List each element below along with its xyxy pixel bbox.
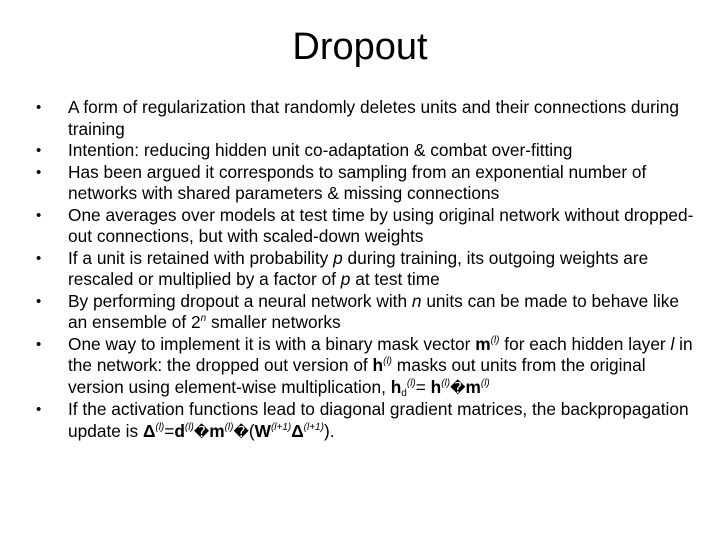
open-paren: ( xyxy=(248,420,255,441)
math-m: m xyxy=(475,333,491,354)
bullet-item xyxy=(36,248,696,291)
math-delta: Δ xyxy=(142,420,156,441)
bullet-item xyxy=(36,162,696,205)
bullet-item xyxy=(36,399,696,443)
bullet-text-part: One way to implement it is with a binary mask vector xyxy=(68,333,476,354)
superscript-l: (l) xyxy=(383,356,392,367)
superscript-l: (l) xyxy=(441,377,451,389)
math-m: m xyxy=(465,376,481,397)
bullet-text-part: If a unit is retained with probability xyxy=(68,247,334,268)
superscript-l: (l) xyxy=(480,377,490,389)
missing-glyph-icon: � xyxy=(233,422,249,441)
bullet-text: Has been argued it corresponds to sampling from an exponential number of networks with shared parameters & missing connections xyxy=(68,161,647,203)
superscript-l: (l) xyxy=(224,421,234,433)
math-m: m xyxy=(209,420,225,441)
bullet-item xyxy=(36,205,696,248)
bullet-text-part: By performing dropout a neural network with xyxy=(68,290,412,311)
equals-sign: = xyxy=(164,420,175,441)
math-d: d xyxy=(174,420,185,441)
bullet-text-part: during training, its outgoing weights are rescaled or multiplied by a factor of xyxy=(68,247,649,289)
superscript-l: (l) xyxy=(155,421,165,433)
bullet-text: A form of regularization that randomly deletes units and their connections during training xyxy=(68,97,679,139)
bullet-marker: • xyxy=(36,401,42,418)
bullet-marker: • xyxy=(36,163,42,181)
math-h: h xyxy=(430,376,442,397)
bullet-marker: • xyxy=(36,335,42,353)
bullet-text-part: at test time xyxy=(350,269,440,289)
variable-l: l xyxy=(670,333,675,354)
bullet-item xyxy=(36,334,696,400)
superscript-l: (l) xyxy=(184,421,194,433)
variable-p: p xyxy=(333,247,343,268)
variable-p: p xyxy=(340,269,351,289)
math-h: h xyxy=(390,376,402,397)
subscript-d: d xyxy=(401,387,407,399)
bullet-text: One averages over models at test time by using original network without dropped-out connections, but with scaled-down weights xyxy=(68,204,694,246)
slide-title: Dropout xyxy=(292,26,428,68)
superscript-l-plus-1: (l+1) xyxy=(270,421,292,433)
math-w: W xyxy=(254,420,271,441)
equals-sign: = xyxy=(415,376,431,397)
bullet-text: Intention: reducing hidden unit co-adaptation & combat over-fitting xyxy=(68,140,573,160)
bullet-item xyxy=(36,291,696,334)
bullet-text-part: for each hidden layer xyxy=(499,333,671,354)
math-delta: Δ xyxy=(291,420,304,441)
bullet-text-part: smaller networks xyxy=(206,312,341,332)
superscript-l: (l) xyxy=(406,377,416,389)
bullet-text-part: units can be made to behave like an ensemble of 2 xyxy=(68,290,679,332)
exponent-n: n xyxy=(200,313,207,324)
bullet-item xyxy=(36,97,696,140)
bullet-marker: • xyxy=(36,142,42,159)
bullet-text-part: If the activation functions lead to diagonal gradient matrices, the backpropagation update is xyxy=(68,399,689,441)
bullet-marker: • xyxy=(36,249,42,267)
bullet-marker: • xyxy=(36,292,42,310)
math-h: h xyxy=(372,355,384,375)
bullet-list xyxy=(36,97,696,443)
bullet-text-part: in the network: the dropped out version of xyxy=(68,333,693,375)
missing-glyph-icon: � xyxy=(450,378,466,397)
bullet-marker: • xyxy=(36,99,42,116)
bullet-text-part: masks out units from the original version using element-wise multiplication, xyxy=(68,355,646,397)
closing-text: ). xyxy=(323,420,335,441)
bullet-item xyxy=(36,140,696,162)
superscript-l: (l) xyxy=(490,334,500,346)
variable-n: n xyxy=(411,290,422,311)
bullet-marker: • xyxy=(36,206,42,224)
superscript-l-plus-1: (l+1) xyxy=(303,421,324,433)
missing-glyph-icon: � xyxy=(193,422,210,441)
